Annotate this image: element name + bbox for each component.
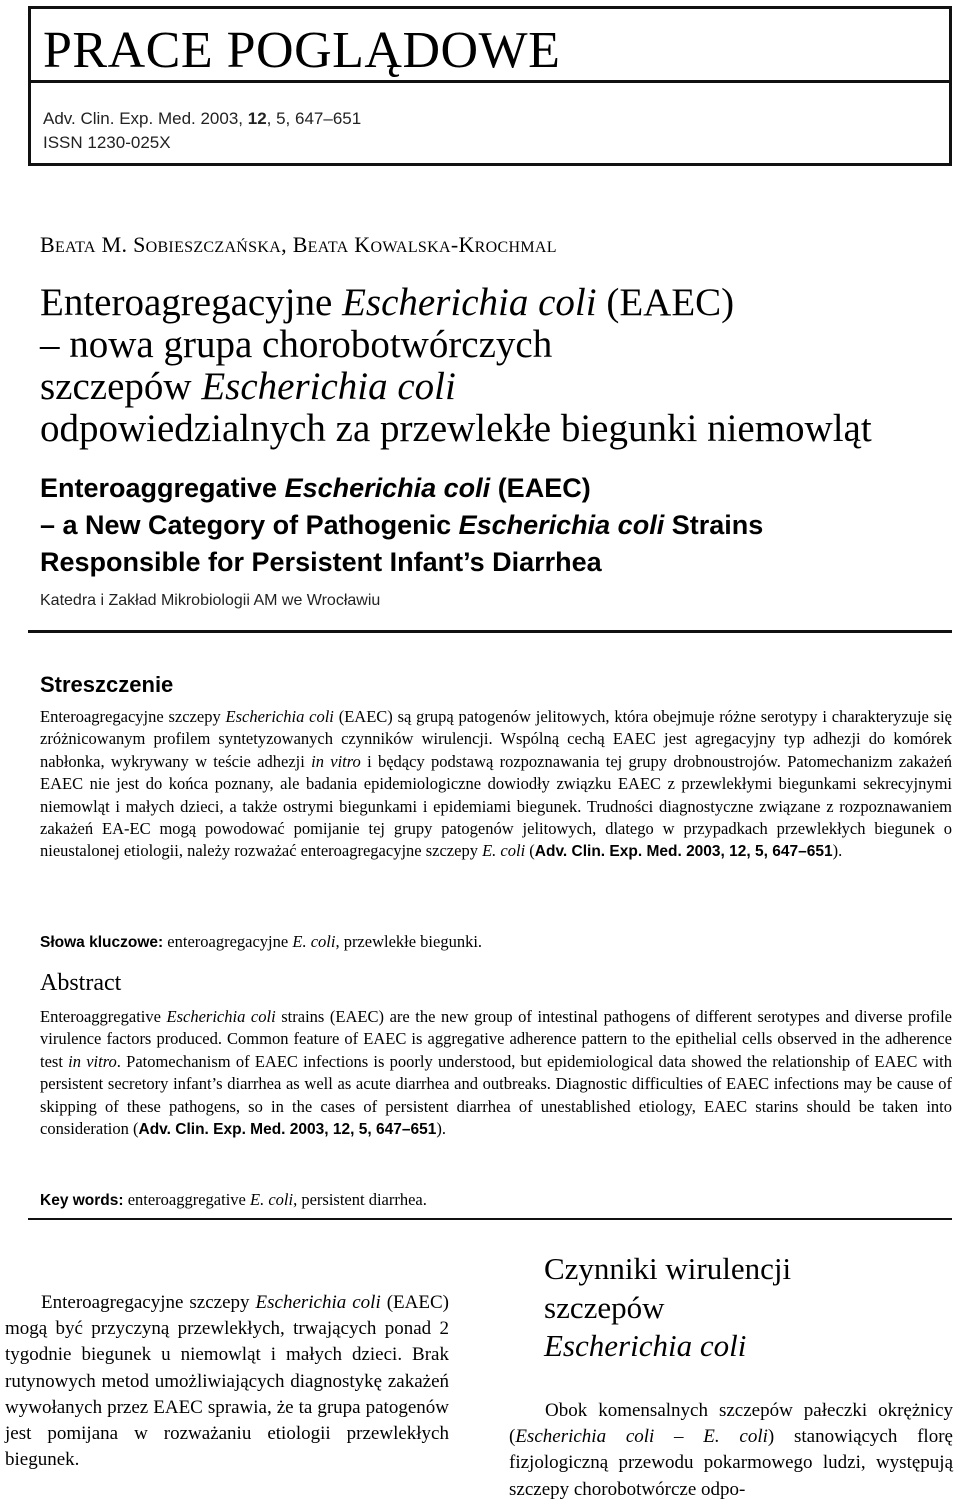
body-text: strains (EAEC) are the new group of intestinal pathogens of different serotypes and diverse profile virulence factors produced. Common feature of EAEC is aggregative adherence pattern to the epithelial cells observed in the adherence test bbox=[40, 1007, 952, 1071]
title-text: Escherichia coli bbox=[458, 510, 665, 540]
keywords-text: E. coli bbox=[292, 932, 336, 951]
keywords-text: E. coli bbox=[250, 1190, 294, 1209]
citation-suffix: , 5, 647–651 bbox=[266, 109, 362, 128]
author-text: K bbox=[458, 232, 475, 257]
section-heading bbox=[544, 1250, 791, 1366]
title-text: Enteroagregacyjne bbox=[40, 281, 343, 324]
citation: Adv. Clin. Exp. Med. 2003, 12, 5, 647–651 bbox=[534, 843, 833, 861]
keywords-label: Key words: bbox=[40, 1192, 124, 1209]
title-english bbox=[40, 470, 940, 581]
title-text: Enteroaggregative bbox=[40, 473, 285, 503]
heading-line: szczepów bbox=[544, 1289, 665, 1325]
body-text: ( bbox=[525, 841, 535, 861]
journal-citation bbox=[43, 109, 361, 129]
keywords-text: , przewlekłe biegunki. bbox=[335, 932, 483, 951]
title-text: (EAEC) bbox=[490, 473, 591, 503]
author-text: K bbox=[354, 232, 371, 257]
title-text: Escherichia coli bbox=[284, 473, 491, 503]
keywords-text: enteroaggregative bbox=[123, 1190, 250, 1209]
title-polish bbox=[40, 282, 940, 450]
body-text: Enteroaggregative bbox=[40, 1007, 167, 1026]
body-text: (EAEC) mogą być przyczyną przewlekłych, trwających ponad 2 tygodnie biegunek u niemowląt i małych dzieci. Brak rutynowych metod umożliwiających diagnostykę zakażeń wywołanych przez EAEC sprawia, że ta grupa patogenów jest pomijana w rozważaniu etiologii przewlekłych biegunek. bbox=[5, 1292, 449, 1471]
title-text: (EAEC) bbox=[596, 281, 735, 324]
author-text: OWALSKA bbox=[370, 239, 451, 256]
heading-line bbox=[544, 1327, 791, 1366]
title-text: Strains bbox=[664, 510, 764, 540]
title-pl-line: – nowa grupa chorobotwórczych bbox=[40, 323, 553, 366]
body-text: E. coli bbox=[482, 841, 526, 861]
issn: ISSN 1230-025X bbox=[43, 133, 171, 152]
author-text: - bbox=[450, 232, 459, 257]
affiliation: Katedra i Zakład Mikrobiologii AM we Wrocławiu bbox=[40, 592, 381, 609]
header-divider bbox=[31, 80, 949, 83]
title-text: Escherichia coli bbox=[342, 281, 597, 324]
abstract-body bbox=[40, 1006, 952, 1141]
author-text: EATA bbox=[54, 239, 96, 256]
body-text: – bbox=[654, 1426, 704, 1448]
title-pl-line bbox=[40, 366, 940, 408]
divider-rule bbox=[28, 630, 952, 633]
body-text: E. coli bbox=[703, 1426, 768, 1448]
body-text: Enteroagregacyjne szczepy bbox=[40, 707, 226, 726]
title-text: szczepów bbox=[40, 365, 202, 408]
keywords-text: , persistent diarrhea. bbox=[293, 1190, 427, 1209]
title-text: Escherichia coli bbox=[201, 365, 456, 408]
body-text: (EAEC) są grupą patogenów jelitowych, która obejmuje różne serotypy i charakteryzuje się zróżnicowanym profilem syntetyzowanych czynników wirulencji. Wspólną cechą EAEC jest agregacyjny typ adhezji do komórek nabłonka, wykrywany w teście adhezji bbox=[40, 707, 952, 771]
author-text: B bbox=[292, 232, 308, 257]
author-text: B bbox=[40, 232, 55, 257]
body-column-left bbox=[5, 1290, 449, 1473]
author-text: EATA bbox=[307, 239, 349, 256]
body-text: Escherichia coli bbox=[166, 1007, 276, 1026]
streszczenie-body bbox=[40, 706, 952, 864]
body-text: . Patomechanism of EAEC infections is poorly understood, but epidemiological data showed the relationship of EAEC with persistent secretory infant’s diarrhea as well as acute diarrhea and outbreaks. Diagnostic difficulties of EAEC infections may be cause of skipping of these pathogens, so in the cases of persistent diarrhea of unestablished etiology, EAEC starins should be taken into consideration ( bbox=[40, 1051, 953, 1139]
title-pl-line: odpowiedzialnych za przewlekłe biegunki niemowląt bbox=[40, 407, 872, 450]
body-text: ) stanowiących florę fizjologiczną przewodu pokarmowego ludzi, występują szczepy chorobotwórcze odpo- bbox=[509, 1426, 953, 1500]
body-text: Enteroagregacyjne szczepy bbox=[41, 1292, 256, 1313]
citation-prefix: Adv. Clin. Exp. Med. 2003, bbox=[43, 109, 248, 128]
journal-header bbox=[28, 6, 952, 166]
author-text: S bbox=[133, 232, 146, 257]
title-en-line bbox=[40, 470, 940, 507]
body-text: Escherichia coli bbox=[225, 707, 334, 726]
title-en-line: Responsible for Persistent Infant’s Diarrhea bbox=[40, 547, 602, 577]
keywords-text: enteroagregacyjne bbox=[163, 932, 293, 951]
body-text: ). bbox=[832, 841, 843, 861]
body-column-right bbox=[509, 1398, 953, 1503]
title-en-line bbox=[40, 507, 940, 544]
streszczenie-heading: Streszczenie bbox=[40, 672, 174, 697]
heading-line: Czynniki wirulencji bbox=[544, 1251, 792, 1286]
author-text: M. bbox=[95, 232, 134, 257]
abstract-heading: Abstract bbox=[40, 970, 122, 996]
title-pl-line bbox=[40, 282, 940, 324]
section-label: PRACE POGLĄDOWE bbox=[43, 22, 561, 79]
title-text: – a New Category of Pathogenic bbox=[40, 510, 459, 540]
body-text: Obok komensalnych szczepów pałeczki okrężnicy ( bbox=[509, 1400, 953, 1448]
body-text: Escherichia coli bbox=[515, 1426, 655, 1448]
body-text: Escherichia coli bbox=[255, 1292, 381, 1313]
body-text: in vitro bbox=[311, 751, 361, 771]
author-text: OBIESZCZAŃSKA bbox=[145, 239, 282, 256]
author-text: ROCHMAL bbox=[474, 239, 557, 256]
author-text: , bbox=[281, 232, 293, 257]
body-text: i będący podstawą rozpoznawania tej grupy drobnoustrojów. Patomechanizm zakażeń EAEC nie jest do końca poznany, ale badania epidemiologiczne dowiodły związku EAEC z przewlekłymi biegunkami sekrecyjnymi niemowląt i małych dzieci, a także ostrymi biegunkami i epidemiami biegunek. Trudności diagnostyczne związane z rozpoznawaniem zakażeń EA-EC mogą powodować pomijanie tej grupy patogenów jelitowych, dlatego w przypadkach przewlekłych biegunek o nieustalonej etiologii, należy rozważać enteroagregacyjne szczepy bbox=[40, 751, 952, 861]
slowa-kluczowe bbox=[40, 932, 482, 952]
divider-rule bbox=[28, 1218, 952, 1220]
key-words bbox=[40, 1190, 427, 1210]
keywords-label: Słowa kluczowe: bbox=[40, 934, 164, 951]
body-text: in vitro bbox=[68, 1051, 117, 1071]
citation-volume: 12 bbox=[247, 109, 267, 128]
citation: Adv. Clin. Exp. Med. 2003, 12, 5, 647–651 bbox=[138, 1121, 437, 1139]
authors bbox=[40, 232, 557, 258]
heading-text: Escherichia coli bbox=[544, 1328, 747, 1363]
body-text: ). bbox=[436, 1119, 446, 1139]
